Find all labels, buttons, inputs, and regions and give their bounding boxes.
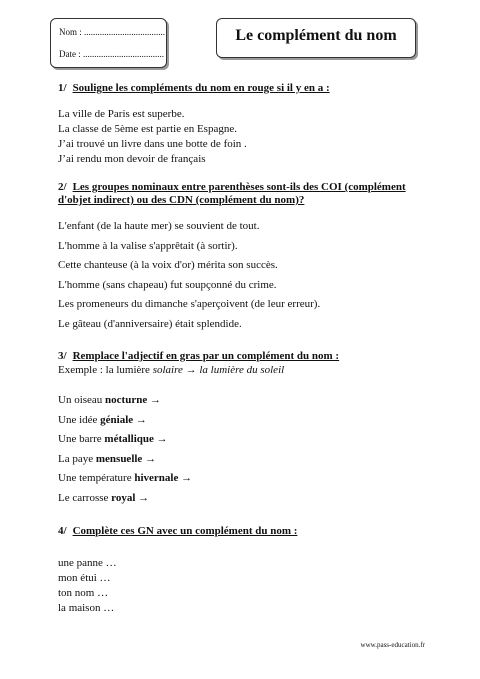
q2-sentence: Les promeneurs du dimanche s'aperçoivent (de leur erreur). (58, 298, 321, 310)
example-prefix: Exemple : la lumière (58, 364, 150, 376)
q2-instruction-line1: Les groupes nominaux entre parenthèses sont-ils des COI (complément (72, 181, 406, 193)
q3-item: La paye mensuelle → (58, 453, 157, 465)
q4-item: ton nom … (58, 587, 109, 599)
q4-number: 4/ (58, 525, 67, 537)
example-adjective: solaire (152, 364, 183, 376)
bold-adjective: royal (111, 492, 136, 504)
q2-sentence: Le gâteau (d'anniversaire) était splendide. (58, 318, 242, 330)
name-label: Nom : .................................... (59, 27, 166, 37)
q3-item: Une température hivernale → (58, 472, 193, 484)
q1-number: 1/ (58, 82, 67, 94)
q3-heading (58, 350, 339, 363)
q3-instruction: Remplace l'adjectif en gras par un complément du nom : (72, 350, 340, 362)
bold-adjective: nocturne (105, 394, 148, 406)
q2-instruction-line2: d'objet indirect) ou des CDN (complément du nom)? (58, 194, 305, 206)
arrow-icon: → (181, 472, 193, 484)
footer-site: www.pass-education.fr (360, 641, 425, 649)
arrow-icon: → (135, 414, 147, 426)
bold-adjective: métallique (104, 433, 154, 445)
example-result: la lumière du soleil (199, 364, 285, 376)
q4-instruction: Complète ces GN avec un complément du nom : (72, 525, 298, 537)
q3-number: 3/ (58, 350, 67, 362)
q4-item: une panne … (58, 557, 117, 569)
bold-adjective: géniale (100, 414, 134, 426)
q4-heading (58, 525, 297, 538)
q3-item: Une idée géniale → (58, 414, 147, 426)
q4-item: mon étui … (58, 572, 111, 584)
page-title: Le complément du nom (235, 27, 397, 44)
bold-adjective: mensuelle (95, 453, 143, 465)
q2-sentence: L'enfant (de la haute mer) se souvient de tout. (58, 220, 260, 232)
q1-sentence: J’ai trouvé un livre dans une botte de foin . (58, 138, 247, 150)
q3-item: Le carrosse royal → (58, 492, 150, 504)
q2-sentence: L'homme (sans chapeau) fut soupçonné du crime. (58, 279, 277, 291)
title-box (216, 18, 416, 58)
q2-sentence: L'homme à la valise s'apprêtait (à sortir). (58, 240, 238, 252)
q1-instruction: Souligne les compléments du nom en rouge si il y en a : (72, 82, 330, 94)
date-label: Date : .................................... (59, 49, 164, 59)
q3-example (58, 364, 284, 377)
q3-item: Une barre métallique → (58, 433, 168, 445)
example-arrow: → (185, 364, 197, 376)
q1-sentence: La classe de 5ème est partie en Espagne. (58, 123, 237, 135)
q1-sentence: La ville de Paris est superbe. (58, 108, 185, 120)
q1-heading (58, 82, 330, 95)
name-date-box (50, 18, 167, 68)
q1-sentence: J’ai rendu mon devoir de français (58, 153, 206, 165)
q4-item: la maison … (58, 602, 115, 614)
arrow-icon: → (145, 453, 157, 465)
q3-item: Un oiseau nocturne → (58, 394, 161, 406)
arrow-icon: → (156, 433, 168, 445)
q2-number: 2/ (58, 181, 67, 193)
q2-heading-line2 (58, 194, 304, 207)
q2-heading (58, 181, 406, 194)
bold-adjective: hivernale (134, 472, 179, 484)
arrow-icon: → (149, 394, 161, 406)
arrow-icon: → (138, 492, 150, 504)
q2-sentence: Cette chanteuse (à la voix d'or) mérita son succès. (58, 259, 278, 271)
